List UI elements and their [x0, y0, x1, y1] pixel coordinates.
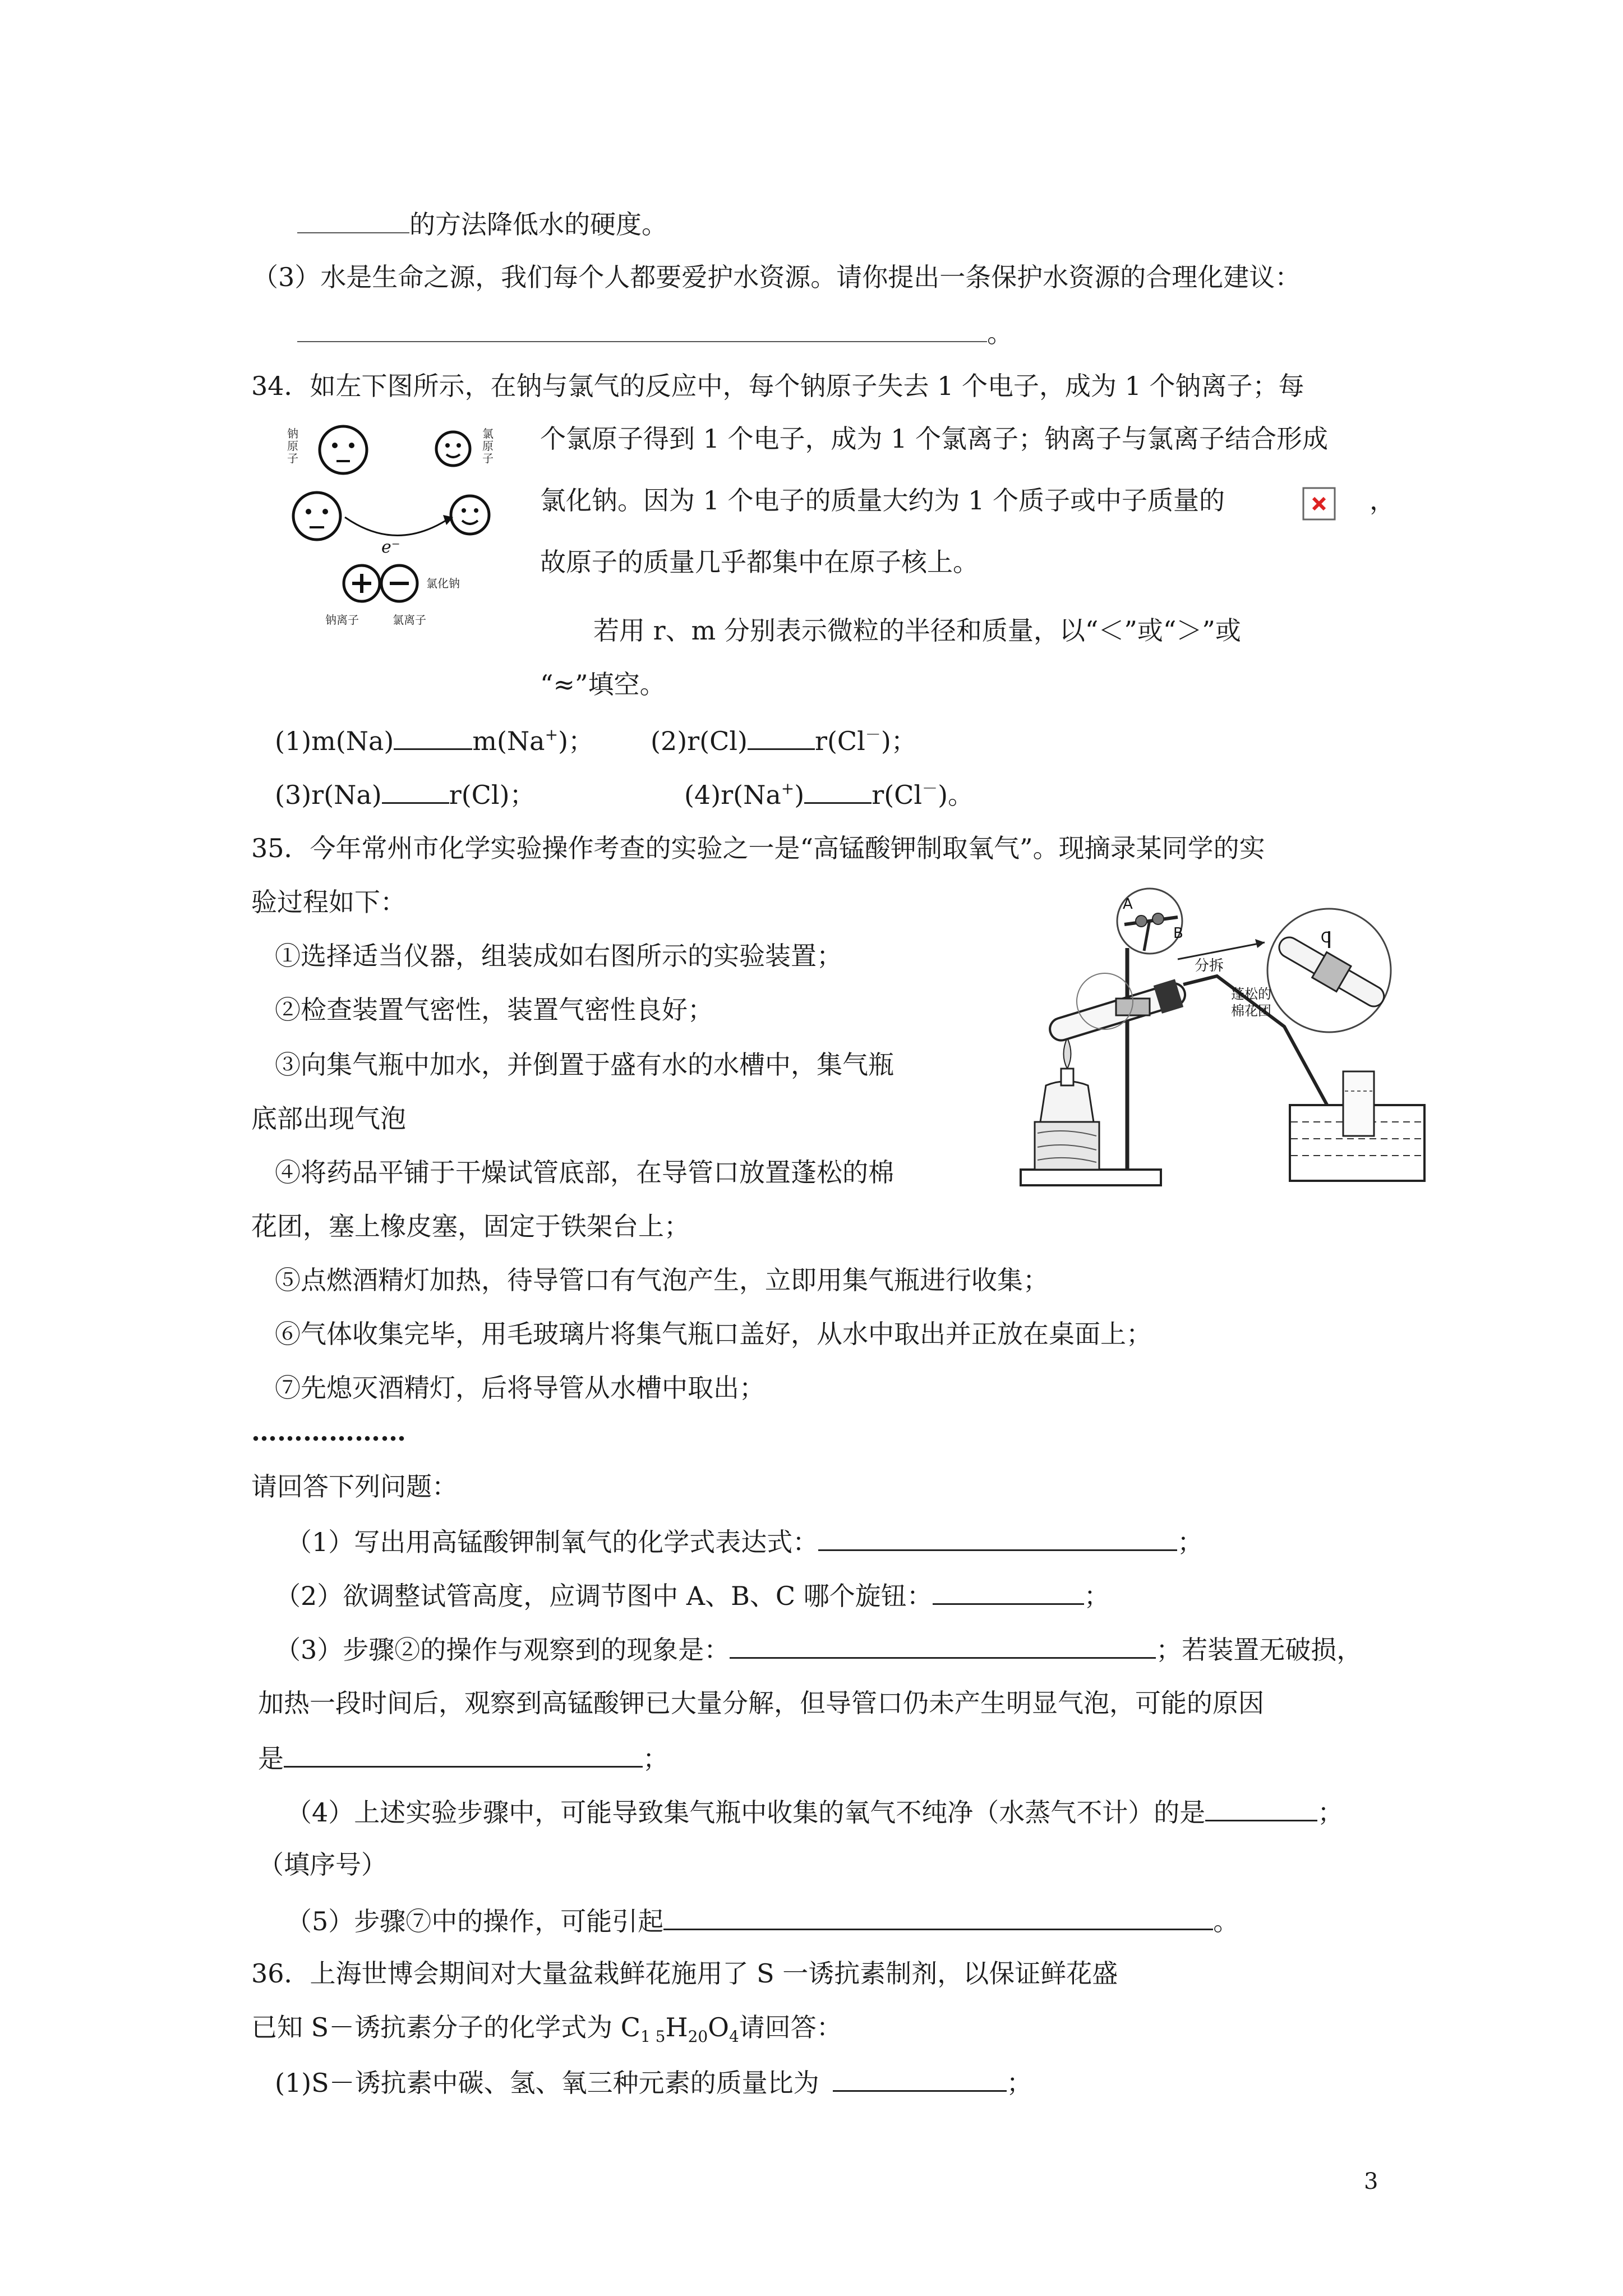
q35-step5: ⑤点燃酒精灯加热，待导管口有气泡产生，立即用集气瓶进行收集；	[275, 1265, 1049, 1295]
q34-line6: “≈”填空。	[540, 669, 666, 700]
q35-sub4-line2: （填序号）	[258, 1849, 387, 1880]
answer-blank[interactable]	[1205, 1793, 1317, 1821]
cl-atom-label-2: 原	[482, 439, 494, 453]
answer-blank[interactable]	[663, 1902, 1213, 1930]
q34-intro: 34．如左下图所示，在钠与氯气的反应中，每个钠原子失去 1 个电子，成为 1 个钠离子；每	[251, 371, 1304, 401]
q34-sub4: (4)r(Na+) r(Cl－)。	[684, 775, 974, 813]
cotton-label-1: 蓬松的	[1231, 986, 1271, 1002]
q35-step4b: 花团，塞上橡皮塞，固定于铁架台上；	[251, 1211, 690, 1241]
chlorine-atom-transfer-icon	[451, 496, 489, 534]
flame-icon	[1064, 1038, 1071, 1069]
answer-blank[interactable]	[833, 2063, 1007, 2092]
cl-atom-label-3: 子	[482, 452, 494, 465]
gas-bottle-icon	[1343, 1071, 1374, 1136]
knob-b-label: B	[1173, 925, 1183, 942]
stand-base	[1021, 1170, 1161, 1185]
na-atom-label-1: 钠	[287, 427, 298, 440]
cotton-label-2: 棉花团	[1231, 1003, 1271, 1019]
q36-line2: 已知 S－诱抗素分子的化学式为 $C_{1 5}H_{20}O_4$请回答：	[251, 2012, 842, 2046]
oxygen-apparatus-figure	[1015, 886, 1441, 1200]
q35-step7: ⑦先熄灭酒精灯，后将导管从水槽中取出；	[275, 1373, 765, 1403]
answer-blank[interactable]	[804, 775, 872, 804]
answer-blank[interactable]	[382, 775, 449, 804]
chlorine-atom-icon	[436, 432, 470, 466]
q35-sub1: （1）写出用高锰酸钾制氧气的化学式表达式： ；	[286, 1522, 1203, 1560]
q35-step3b: 底部出现气泡	[251, 1103, 406, 1134]
sodium-atom-transfer-icon	[293, 493, 340, 540]
q35-step1: ①选择适当仪器，组装成如右图所示的实验装置；	[275, 941, 842, 971]
answer-blank[interactable]	[297, 314, 987, 342]
q34-sub2: (2)r(Cl) r(Cl－)；	[651, 721, 917, 759]
sodium-chlorine-figure	[275, 415, 510, 639]
alcohol-lamp-icon	[1040, 1082, 1094, 1122]
q36-line1: 36．上海世博会期间对大量盆栽鲜花施用了 S 一诱抗素制剂，以保证鲜花盛	[251, 1958, 1118, 1989]
q34-sub1: (1)m(Na) m(Na+)；	[275, 721, 594, 759]
answer-blank[interactable]	[730, 1630, 1156, 1659]
q35-sub3: （3）步骤②的操作与观察到的现象是： ；若装置无破损，	[275, 1630, 1362, 1668]
nacl-label: 氯化钠	[426, 577, 460, 590]
q34-line3: 氯化钠。因为 1 个电子的质量大约为 1 个质子或中子质量的	[540, 485, 1225, 516]
na-atom-label-2: 原	[287, 439, 298, 453]
q35-step4a: ④将药品平铺于干燥试管底部，在导管口放置蓬松的棉	[275, 1157, 894, 1188]
q35-sub5: （5）步骤⑦中的操作，可能引起 。	[286, 1902, 1239, 1939]
answer-blank[interactable]	[284, 1739, 643, 1768]
split-label: 分拆	[1195, 958, 1224, 974]
page-number: 3	[1364, 2169, 1378, 2194]
q35-sub3-line3: 是 ；	[258, 1739, 668, 1777]
na-ion-label: 钠离子	[325, 613, 359, 627]
q35-step3a: ③向集气瓶中加水，并倒置于盛有水的水槽中，集气瓶	[275, 1050, 894, 1080]
q36-sub1: (1)S－诱抗素中碳、氢、氧三种元素的质量比为 ；	[275, 2063, 1032, 2101]
knob-c-label: C	[1321, 930, 1331, 946]
q35-step2: ②检查装置气密性，装置气密性良好；	[275, 995, 713, 1025]
split-arrow	[1178, 942, 1265, 959]
q34-line3-comma: ，	[1370, 485, 1395, 516]
answer-blank[interactable]	[748, 721, 815, 750]
electron-label: e⁻	[381, 537, 400, 557]
na-atom-label-3: 子	[287, 452, 298, 465]
q35-step6: ⑥气体收集完毕，用毛玻璃片将集气瓶口盖好，从水中取出并正放在桌面上；	[275, 1319, 1152, 1349]
answer-blank[interactable]	[297, 205, 409, 233]
q35-intro: 35．今年常州市化学实验操作考查的实验之一是“高锰酸钾制取氧气”。现摘录某同学的实	[251, 833, 1265, 863]
q35-ask: 请回答下列问题：	[251, 1471, 458, 1502]
q33-line3: 。	[297, 314, 1013, 351]
answer-blank[interactable]	[394, 721, 472, 750]
q34-line5: 若用 r、m 分别表示微粒的半径和质量，以“＜”或“＞”或	[593, 615, 1241, 646]
q34-sub3: (3)r(Na) r(Cl)；	[275, 775, 536, 813]
answer-blank[interactable]	[818, 1522, 1177, 1551]
sodium-ion-icon	[344, 565, 380, 601]
knob-a-label: A	[1123, 896, 1133, 913]
q34-line2: 个氯原子得到 1 个电子，成为 1 个氯离子；钠离子与氯离子结合形成	[540, 424, 1329, 454]
q35-sub4: （4）上述实验步骤中，可能导致集气瓶中收集的氧气不纯净（水蒸气不计）的是 ；	[286, 1793, 1343, 1830]
q33-line1: 的方法降低水的硬度。	[297, 205, 667, 242]
electron-transfer-arrow	[345, 517, 448, 536]
cl-atom-label-1: 氯	[482, 427, 494, 440]
chloride-ion-icon	[381, 565, 417, 601]
broken-image-icon	[1302, 487, 1336, 521]
sodium-atom-icon	[320, 426, 367, 473]
q35-sub3-line2: 加热一段时间后，观察到高锰酸钾已大量分解，但导管口仍未产生明显气泡，可能的原因	[258, 1688, 1264, 1718]
q33-line2: （3）水是生命之源，我们每个人都要爱护水资源。请你提出一条保护水资源的合理化建议：	[252, 262, 1301, 292]
q35-ellipsis: ………………	[251, 1416, 406, 1447]
q34-line4: 故原子的质量几乎都集中在原子核上。	[540, 547, 979, 577]
q35-intro2: 验过程如下：	[251, 887, 406, 917]
answer-blank[interactable]	[933, 1576, 1084, 1605]
cl-ion-label: 氯离子	[393, 613, 426, 627]
q35-sub2: （2）欲调整试管高度，应调节图中 A、B、C 哪个旋钮： ；	[275, 1576, 1110, 1614]
